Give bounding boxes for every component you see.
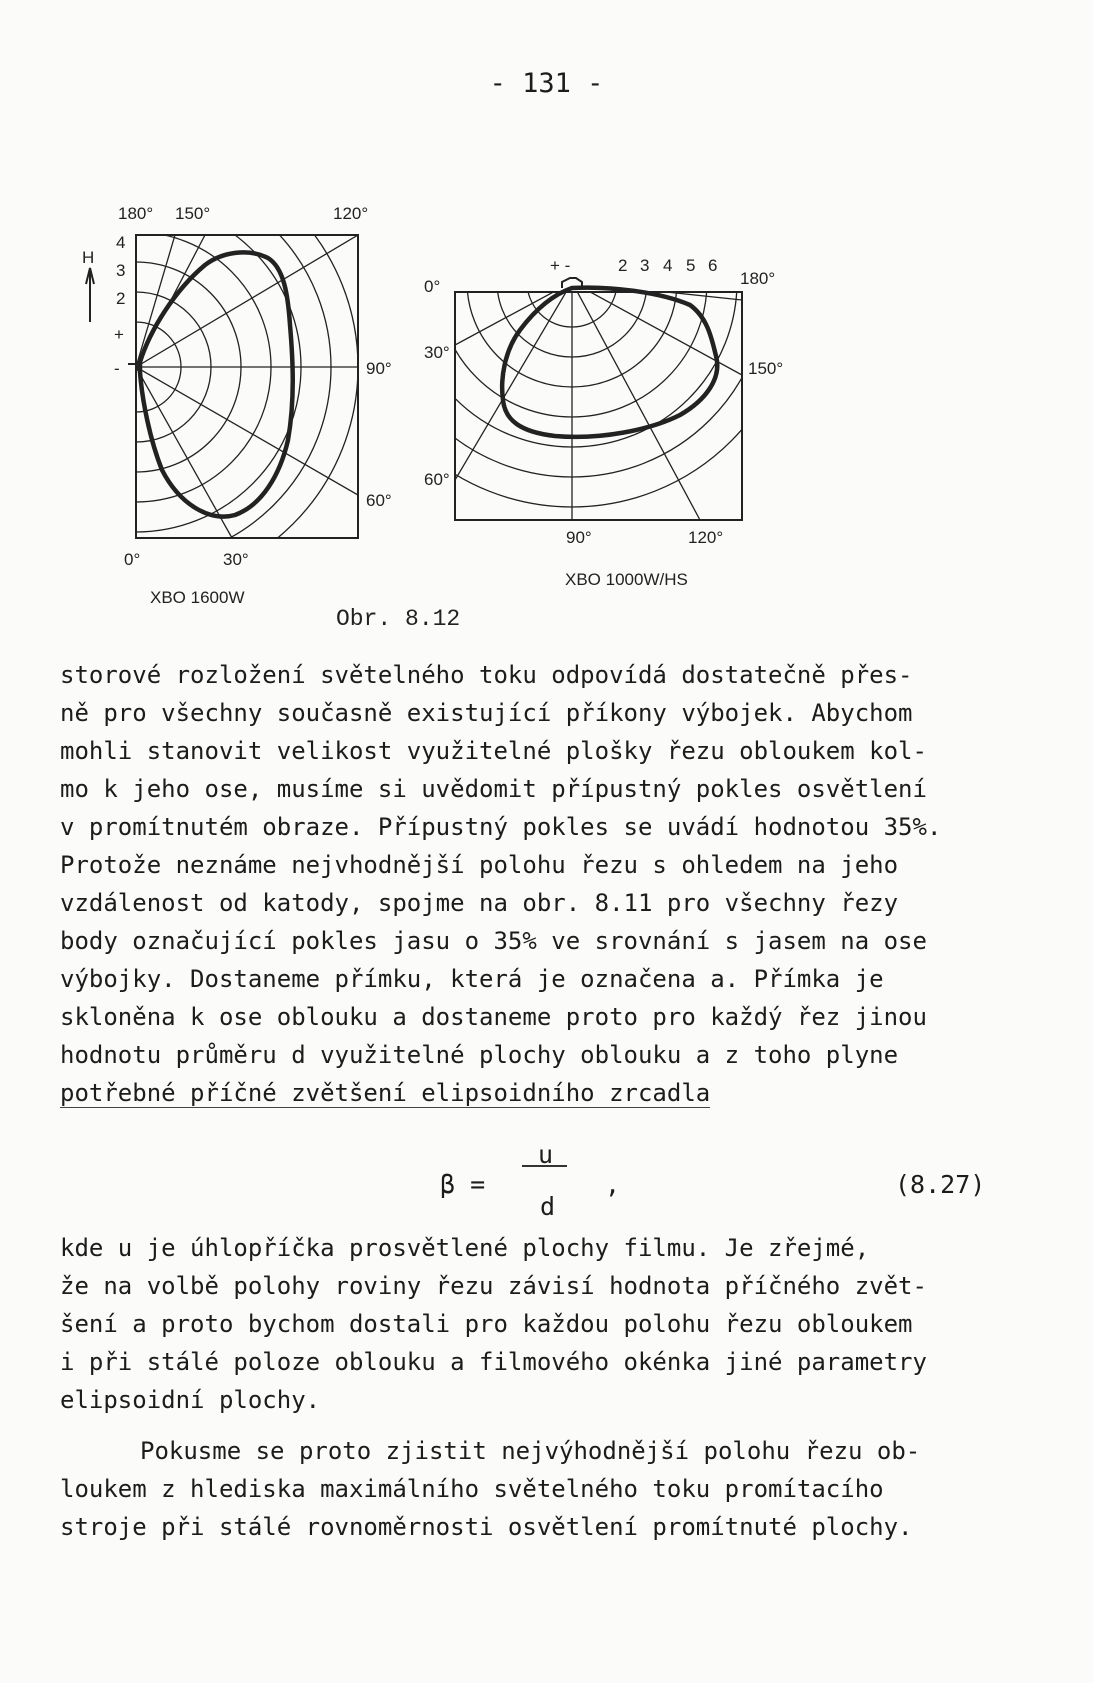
fraction-bar	[522, 1165, 567, 1167]
text-line-indented: Pokusme se proto zjistit nejvýhodnější polohu řezu ob-	[140, 1437, 921, 1465]
right-scale-label: 3	[640, 256, 650, 275]
right-bottom-label: 120°	[688, 528, 724, 547]
text-line: hodnotu průměru d využitelné plochy oblouku a z toho plyne	[60, 1041, 899, 1069]
left-scale-label: 3	[116, 261, 126, 280]
right-right-label: 150°	[748, 359, 784, 378]
left-scale-label: 4	[116, 233, 126, 252]
left-scale-label: 2	[116, 289, 126, 308]
right-scale-label: 2	[618, 256, 628, 275]
equation-lhs: β =	[440, 1170, 486, 1199]
left-right-label: 90°	[366, 359, 392, 378]
left-caption: XBO 1600W	[150, 588, 245, 607]
text-line: elipsoidní plochy.	[60, 1386, 321, 1414]
text-line: storové rozložení světelného toku odpovídá dostatečně přes-	[60, 661, 913, 689]
right-left-label: 60°	[424, 470, 450, 489]
equation-comma: ,	[605, 1170, 621, 1199]
text-line: skloněna k ose oblouku a dostaneme proto pro každý řez jinou	[60, 1003, 927, 1031]
left-axis-letter: H	[82, 248, 95, 267]
text-line: i při stálé poloze oblouku a filmového okénka jiné parametry	[60, 1348, 927, 1376]
figure-caption: Obr. 8.12	[336, 606, 461, 632]
left-top-label: 180°	[118, 204, 154, 223]
text-line: ně pro všechny současně existující příkony výbojek. Abychom	[60, 699, 913, 727]
paragraph-3	[60, 1432, 1050, 1546]
left-top-label: 150°	[175, 204, 211, 223]
text-line: stroje při stálé rovnoměrnosti osvětlení promítnuté plochy.	[60, 1513, 913, 1541]
left-top-label: 120°	[333, 204, 369, 223]
equation-number: (8.27)	[895, 1170, 986, 1199]
underlined-text: potřebné příčné zvětšení elipsoidního zrcadla	[60, 1079, 711, 1107]
right-luminance-curve	[502, 288, 717, 437]
right-right-label: 180°	[740, 269, 776, 288]
right-left-label: 0°	[424, 277, 441, 296]
equation-8-27	[0, 1140, 1093, 1240]
text-line: kde u je úhlopříčka prosvětlené plochy filmu. Je zřejmé,	[60, 1234, 870, 1262]
text-line: že na volbě polohy roviny řezu závisí hodnota příčného zvět-	[60, 1272, 927, 1300]
text-line: vzdálenost od katody, spojme na obr. 8.11 pro všechny řezy	[60, 889, 899, 917]
left-right-label: 60°	[366, 491, 392, 510]
text-line: mo k jeho ose, musíme si uvědomit přípustný pokles osvětlení	[60, 775, 927, 803]
left-bottom-label: 30°	[223, 550, 249, 569]
figure-8-12	[0, 0, 1093, 640]
right-bottom-label: 90°	[566, 528, 592, 547]
paragraph-2	[60, 1229, 1050, 1419]
left-polarity-plus: +	[114, 325, 124, 344]
right-scale-label: 5	[686, 256, 696, 275]
right-caption: XBO 1000W/HS	[565, 570, 688, 589]
left-bottom-label: 0°	[124, 550, 141, 569]
text-line-underlined	[60, 1074, 1050, 1112]
equation-numerator: u	[538, 1140, 554, 1169]
right-scale-label: 4	[663, 256, 673, 275]
left-polarity-minus: -	[114, 359, 120, 378]
right-polar-diagram	[347, 57, 797, 520]
text-line: body označující pokles jasu o 35% ve srovnání s jasem na ose	[60, 927, 927, 955]
text-line: loukem z hlediska maximálního světelného toku promítacího	[60, 1475, 884, 1503]
right-electrode-label: + -	[550, 256, 571, 275]
right-scale-label: 6	[708, 256, 718, 275]
right-left-label: 30°	[424, 343, 450, 362]
equation-denominator: d	[540, 1192, 556, 1221]
left-labels	[82, 204, 392, 607]
text-line: v promítnutém obraze. Přípustný pokles se uvádí hodnotou 35%.	[60, 813, 942, 841]
text-line: mohli stanovit velikost využitelné plošky řezu obloukem kol-	[60, 737, 927, 765]
text-line: šení a proto bychom dostali pro každou polohu řezu obloukem	[60, 1310, 913, 1338]
right-labels	[424, 256, 783, 589]
text-line: Protože neznáme nejvhodnější polohu řezu s ohledem na jeho	[60, 851, 899, 879]
paragraph-1	[60, 656, 1050, 1112]
page-number: - 131 -	[489, 68, 604, 99]
text-line: výbojky. Dostaneme přímku, která je označena a. Přímka je	[60, 965, 884, 993]
